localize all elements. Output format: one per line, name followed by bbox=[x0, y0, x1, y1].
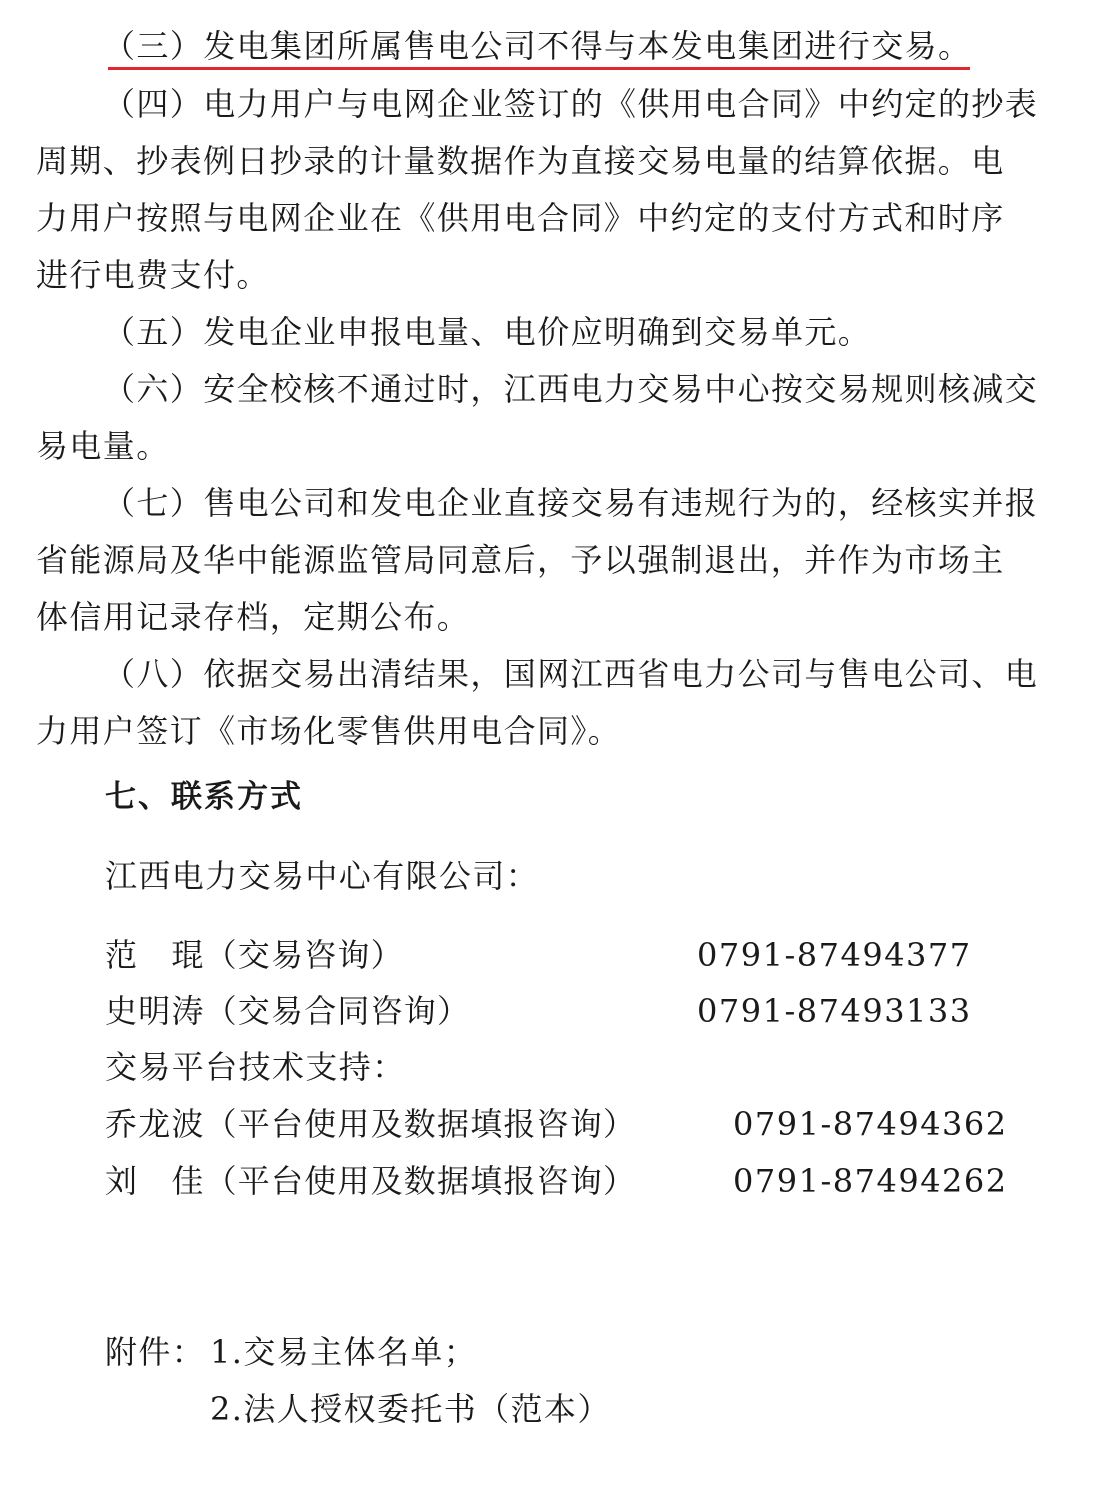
paragraph-4-line-4: 进行电费支付。 bbox=[36, 256, 270, 294]
attachments-label: 附件： bbox=[105, 1333, 206, 1371]
paragraph-5: （五）发电企业申报电量、电价应明确到交易单元。 bbox=[103, 313, 872, 351]
contact-phone: 0791-87493133 bbox=[697, 992, 972, 1030]
paragraph-7-line-1: （七）售电公司和发电企业直接交易有违规行为的，经核实并报 bbox=[103, 484, 1039, 522]
paragraph-3: （三）发电集团所属售电公司不得与本发电集团进行交易。 bbox=[103, 27, 972, 65]
paragraph-6-line-2: 易电量。 bbox=[36, 427, 170, 465]
paragraph-4-line-3: 力用户按照与电网企业在《供用电合同》中约定的支付方式和时序 bbox=[36, 199, 1005, 237]
attachment-item: 2.法人授权委托书（范本） bbox=[210, 1390, 611, 1428]
paragraph-6-line-1: （六）安全校核不通过时，江西电力交易中心按交易规则核减交 bbox=[103, 370, 1039, 408]
attachment-item: 1.交易主体名单； bbox=[210, 1333, 478, 1371]
paragraph-7-line-3: 体信用记录存档，定期公布。 bbox=[36, 598, 471, 636]
tech-contact-name: 乔龙波（平台使用及数据填报咨询） bbox=[105, 1105, 637, 1143]
paragraph-7-line-2: 省能源局及华中能源监管局同意后，予以强制退出，并作为市场主 bbox=[36, 541, 1005, 579]
contact-name: 史明涛（交易合同咨询） bbox=[105, 992, 471, 1030]
tech-contact-phone: 0791-87494362 bbox=[733, 1105, 1008, 1143]
red-underline-annotation bbox=[108, 67, 970, 70]
paragraph-4-line-1: （四）电力用户与电网企业签订的《供用电合同》中约定的抄表 bbox=[103, 85, 1039, 123]
tech-support-label: 交易平台技术支持： bbox=[105, 1048, 406, 1086]
contact-name: 范 琨（交易咨询） bbox=[105, 936, 404, 974]
paragraph-8-line-2: 力用户签订《市场化零售供用电合同》。 bbox=[36, 712, 622, 750]
organization-name: 江西电力交易中心有限公司： bbox=[105, 857, 540, 895]
tech-contact-name: 刘 佳（平台使用及数据填报咨询） bbox=[105, 1162, 637, 1200]
contact-phone: 0791-87494377 bbox=[697, 936, 972, 974]
paragraph-4-line-2: 周期、抄表例日抄录的计量数据作为直接交易电量的结算依据。电 bbox=[36, 142, 1005, 180]
paragraph-8-line-1: （八）依据交易出清结果，国网江西省电力公司与售电公司、电 bbox=[103, 655, 1039, 693]
section-heading-contact: 七、联系方式 bbox=[105, 779, 303, 815]
tech-contact-phone: 0791-87494262 bbox=[733, 1162, 1008, 1200]
